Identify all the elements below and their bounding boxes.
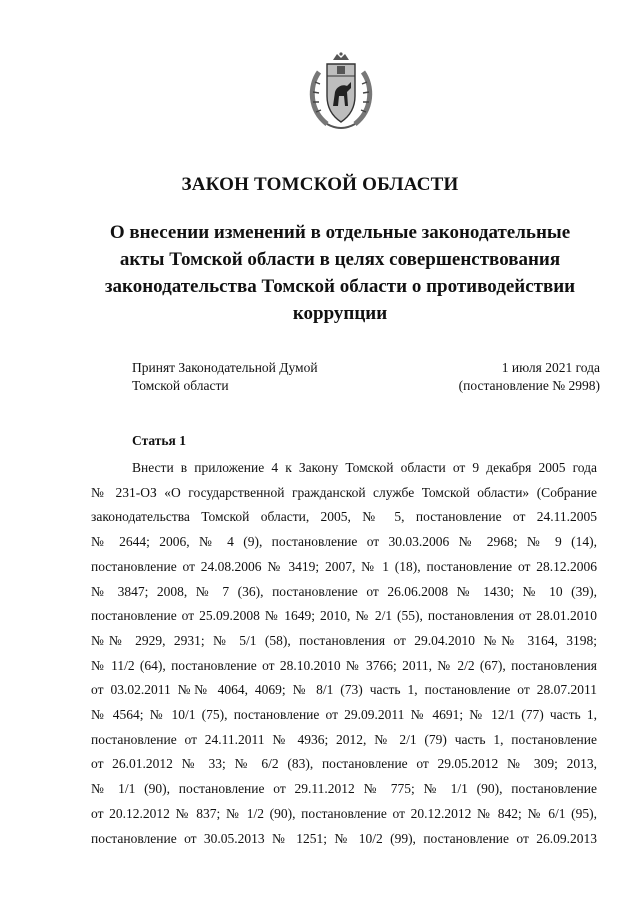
coat-of-arms-icon bbox=[305, 52, 377, 134]
document-subtitle bbox=[90, 219, 590, 327]
resolution-number: (постановление № 2998) bbox=[458, 378, 600, 393]
body-line: № 231-ОЗ «О государственной гражданской службе Томской области» (Собрание bbox=[91, 484, 597, 500]
document-title: ЗАКОН ТОМСКОЙ ОБЛАСТИ bbox=[181, 174, 459, 195]
body-line: законодательства Томской области, 2005, № 5, постановление от 24.11.2005 bbox=[91, 509, 597, 525]
body-line: Внести в приложение 4 к Закону Томской области от 9 декабря 2005 года bbox=[132, 460, 597, 475]
adopted-by-line: Томской области bbox=[132, 378, 229, 393]
body-line: № 2644; 2006, № 4 (9), постановление от 30.03.2006 № 2968; № 9 (14), bbox=[91, 534, 597, 550]
body-line: № 1/1 (90), постановление от 29.11.2012 № 775; № 1/1 (90), постановление bbox=[91, 781, 597, 797]
body-line: № 3847; 2008, № 7 (36), постановление от 26.06.2008 № 1430; № 10 (39), bbox=[91, 583, 597, 599]
article-heading: Статья 1 bbox=[132, 433, 186, 448]
body-line: постановление от 30.05.2013 № 1251; № 10/2 (99), постановление от 26.09.2013 bbox=[91, 830, 597, 846]
adoption-date-block bbox=[459, 359, 600, 395]
body-line: постановление от 24.11.2011 № 4936; 2012, № 2/1 (79) часть 1, постановление bbox=[91, 731, 597, 747]
adoption-date: 1 июля 2021 года bbox=[501, 360, 600, 375]
adopted-by-line: Принят Законодательной Думой bbox=[132, 360, 318, 375]
article-body bbox=[91, 456, 597, 851]
subtitle-line: акты Томской области в целях совершенствования bbox=[119, 249, 561, 270]
body-line: постановление от 25.09.2008 № 1649; 2010, № 2/1 (55), постановления от 28.01.2010 bbox=[91, 608, 597, 624]
body-line: № 11/2 (64), постановление от 28.10.2010 № 3766; 2011, № 2/2 (67), постановления bbox=[91, 657, 597, 673]
body-line: № 4564; № 10/1 (75), постановление от 29.09.2011 № 4691; № 12/1 (77) часть 1, bbox=[91, 707, 597, 723]
subtitle-line: коррупции bbox=[292, 303, 388, 324]
body-line: №№ 2929, 2931; № 5/1 (58), постановления от 29.04.2010 №№ 3164, 3198; bbox=[91, 632, 597, 648]
body-line: от 20.12.2012 № 837; № 1/2 (90), постановление от 20.12.2012 № 842; № 6/1 (95), bbox=[91, 805, 597, 821]
body-line: от 26.01.2012 № 33; № 6/2 (83), постановление от 29.05.2012 № 309; 2013, bbox=[91, 756, 597, 772]
adopted-by-block bbox=[132, 359, 318, 395]
subtitle-line: законодательства Томской области о противодействии bbox=[104, 276, 576, 297]
subtitle-line: О внесении изменений в отдельные законодательные bbox=[109, 222, 571, 243]
body-line: постановление от 24.08.2006 № 3419; 2007, № 1 (18), постановление от 28.12.2006 bbox=[91, 558, 597, 574]
body-line: от 03.02.2011 №№ 4064, 4069; № 8/1 (73) часть 1, постановление от 28.07.2011 bbox=[91, 682, 597, 698]
